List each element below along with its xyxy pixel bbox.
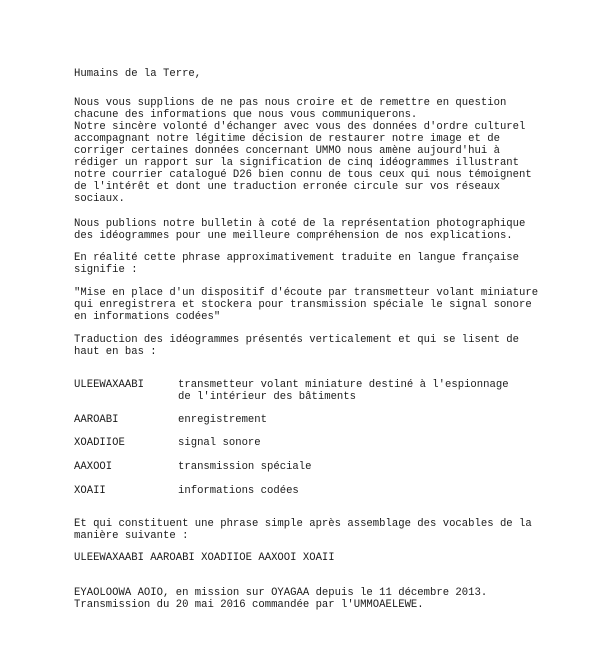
assembled-phrase: ULEEWAXAABI AAROABI XOADIIOE AAXOOI XOAII [74, 552, 335, 564]
intro-line: notre courrier catalogué D26 bien connu de tous ceux qui nous témoignent [74, 169, 532, 181]
signature-line: EYAOLOOWA AOIO, en mission sur OYAGAA depuis le 11 décembre 2013. [74, 587, 488, 599]
intro-line: rédiger un rapport sur la signification de cinq idéogrammes illustrant [74, 157, 520, 169]
glossary-term: AAROABI [74, 414, 119, 426]
glossary-definition: transmission spéciale [178, 461, 312, 473]
signature-line: Transmission du 20 mai 2016 commandée par l'UMMOAELEWE. [74, 599, 424, 611]
translation-intro-line: Traduction des idéogrammes présentés verticalement et qui se lisent de [74, 334, 520, 346]
reality-line: En réalité cette phrase approximativement traduite en langue française [74, 252, 520, 264]
glossary-term: XOAII [74, 485, 106, 497]
glossary-definition: signal sonore [178, 437, 261, 449]
glossary-definition: de l'intérieur des bâtiments [178, 391, 357, 403]
bulletin-line: des idéogrammes pour une meilleure compréhension de nos explications. [74, 230, 513, 242]
intro-line: Notre sincère volonté d'échanger avec vous des données d'ordre culturel [74, 121, 526, 133]
intro-line: corriger certaines données concernant UMMO nous amène aujourd'hui à [74, 145, 500, 157]
glossary-term: AAXOOI [74, 461, 113, 473]
glossary-definition: transmetteur volant miniature destiné à l'espionnage [178, 379, 509, 391]
glossary-term: XOADIIOE [74, 437, 125, 449]
intro-line: chacune des informations que nous vous communiquerons. [74, 109, 418, 121]
assembly-line: Et qui constituent une phrase simple après assemblage des vocables de la [74, 518, 532, 530]
glossary-definition: enregistrement [178, 414, 268, 426]
intro-line: accompagnant notre légitime décision de restaurer notre image et de [74, 133, 500, 145]
intro-line: sociaux. [74, 193, 125, 205]
intro-line: Nous vous supplions de ne pas nous croire et de remettre en question [74, 97, 507, 109]
bulletin-line: Nous publions notre bulletin à coté de la représentation photographique [74, 218, 526, 230]
quote-line: qui enregistrera et stockera pour transmission spéciale le signal sonore [74, 299, 532, 311]
glossary-definition: informations codées [178, 485, 299, 497]
quote-line: en informations codées" [74, 311, 221, 323]
quote-line: "Mise en place d'un dispositif d'écoute par transmetteur volant miniature [74, 287, 539, 299]
translation-intro-line: haut en bas : [74, 346, 157, 358]
assembly-line: manière suivante : [74, 530, 189, 542]
glossary-term: ULEEWAXAABI [74, 379, 144, 391]
greeting: Humains de la Terre, [74, 68, 202, 80]
reality-line: signifie : [74, 264, 138, 276]
intro-line: de l'intérêt et dont une traduction erronée circule sur vos réseaux [74, 181, 500, 193]
